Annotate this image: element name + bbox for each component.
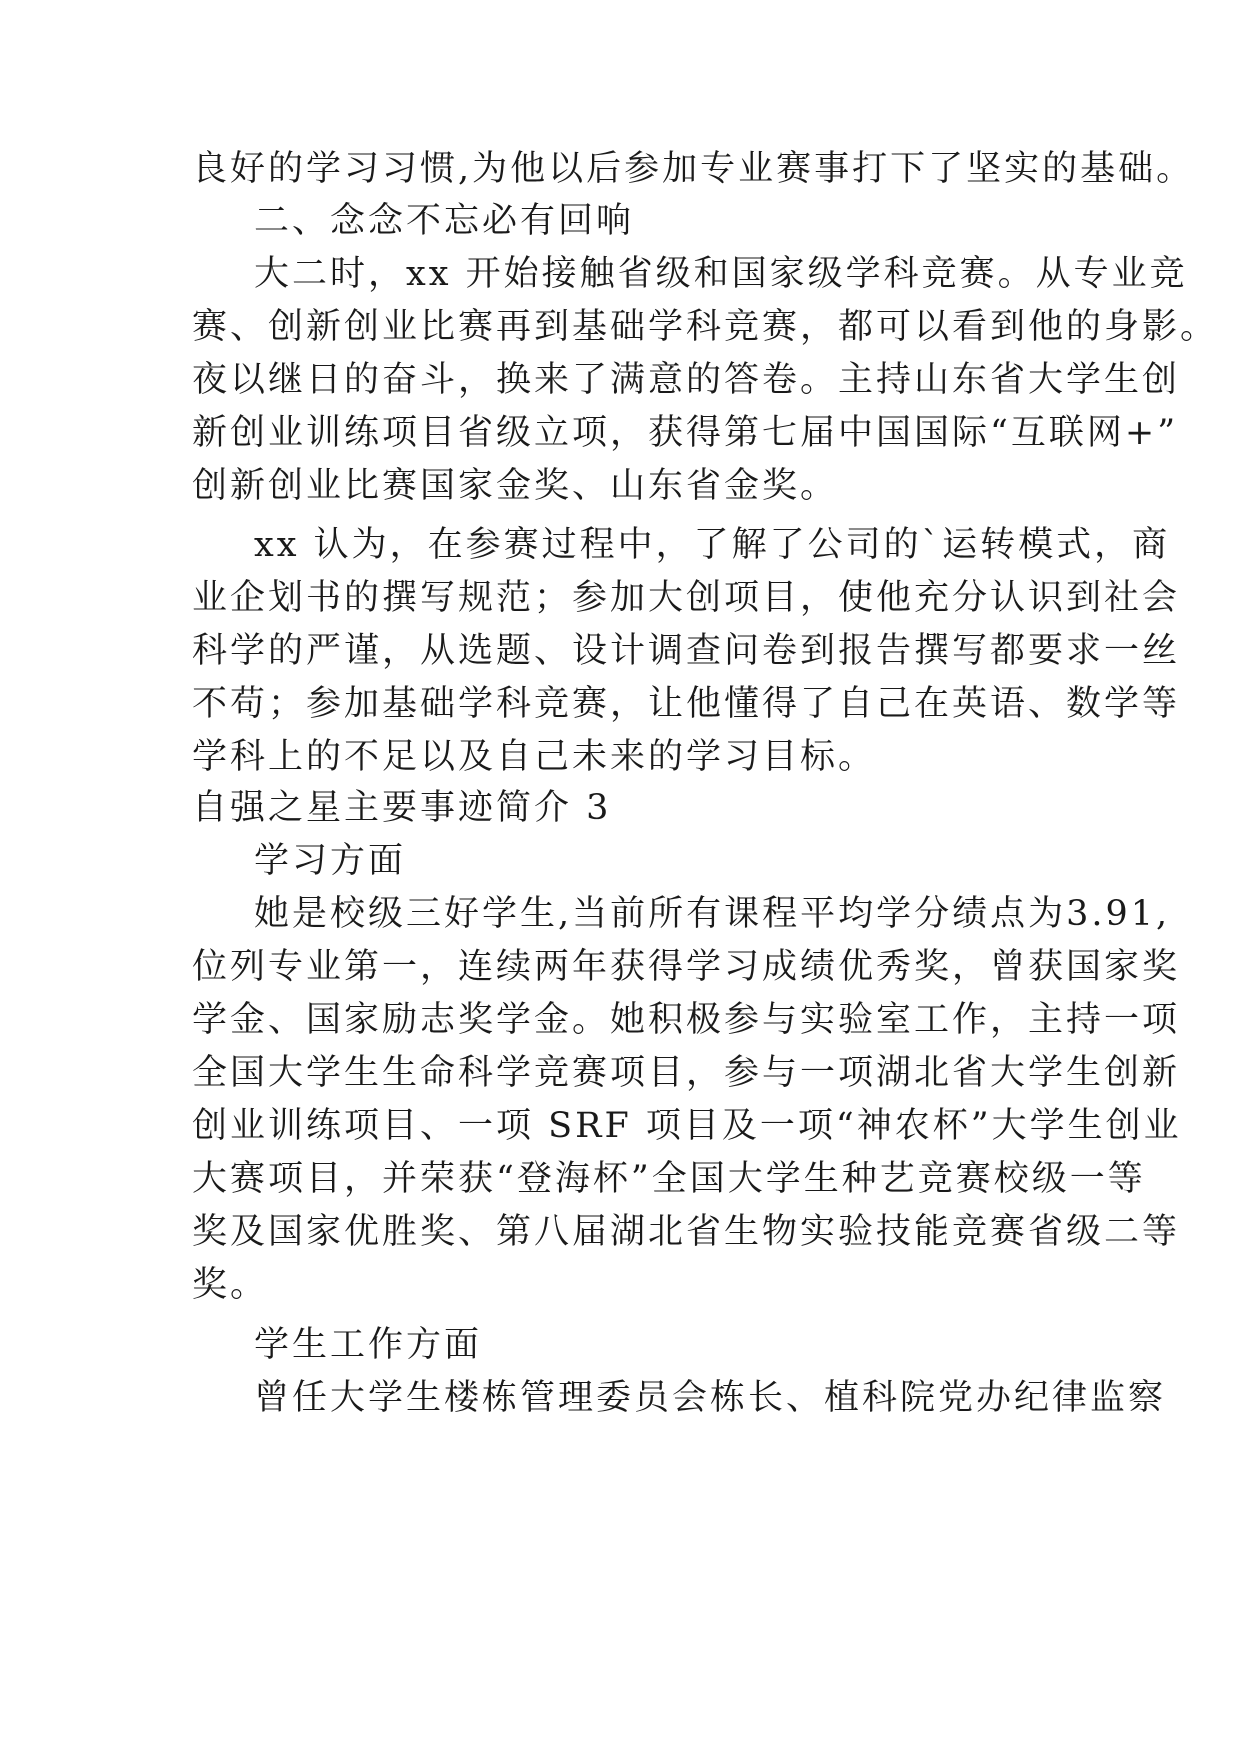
- paragraph-line: 全国大学生生命科学竞赛项目，参与一项湖北省大学生创新: [192, 1053, 1181, 1093]
- paragraph-line: 奖及国家优胜奖、第八届湖北省生物实验技能竞赛省级二等: [192, 1212, 1181, 1252]
- paragraph-line: 科学的严谨，从选题、设计调查问卷到报告撰写都要求一丝: [192, 631, 1181, 671]
- paragraph-line: xx 认为，在参赛过程中，了解了公司的`运转模式，商: [254, 525, 1171, 565]
- subsection-heading: 学生工作方面: [254, 1325, 483, 1365]
- paragraph-line: 奖。: [192, 1265, 269, 1305]
- subsection-heading: 学习方面: [254, 841, 407, 881]
- paragraph-line: 良好的学习习惯,为他以后参加专业赛事打下了坚实的基础。: [192, 149, 1195, 189]
- paragraph-line: 曾任大学生楼栋管理委员会栋长、植科院党办纪律监察: [254, 1378, 1167, 1418]
- paragraph-line: 位列专业第一，连续两年获得学习成绩优秀奖，曾获国家奖: [192, 947, 1181, 987]
- paragraph-line: 不苟；参加基础学科竞赛，让他懂得了自己在英语、数学等: [192, 684, 1181, 724]
- section-title: 自强之星主要事迹简介 3: [192, 788, 612, 828]
- paragraph-line: 创业训练项目、一项 SRF 项目及一项“神农杯”大学生创业: [192, 1106, 1182, 1146]
- paragraph-line: 夜以继日的奋斗，换来了满意的答卷。主持山东省大学生创: [192, 360, 1181, 400]
- paragraph-line: 赛、创新创业比赛再到基础学科竞赛，都可以看到他的身影。: [192, 307, 1219, 347]
- paragraph-line: 她是校级三好学生,当前所有课程平均学分绩点为3.91,: [254, 894, 1171, 934]
- paragraph-line: 学科上的不足以及自己未来的学习目标。: [192, 737, 877, 777]
- paragraph-line: 大二时，xx 开始接触省级和国家级学科竞赛。从专业竞: [254, 254, 1188, 294]
- paragraph-line: 大赛项目，并荣获“登海杯”全国大学生种艺竞赛校级一等: [192, 1159, 1146, 1199]
- section-heading: 二、念念不忘必有回响: [254, 201, 635, 241]
- paragraph-line: 学金、国家励志奖学金。她积极参与实验室工作，主持一项: [192, 1000, 1181, 1040]
- paragraph-line: 新创业训练项目省级立项，获得第七届中国国际“互联网+”: [192, 413, 1179, 453]
- paragraph-line: 创新创业比赛国家金奖、山东省金奖。: [192, 466, 839, 506]
- paragraph-line: 业企划书的撰写规范；参加大创项目，使他充分认识到社会: [192, 578, 1181, 618]
